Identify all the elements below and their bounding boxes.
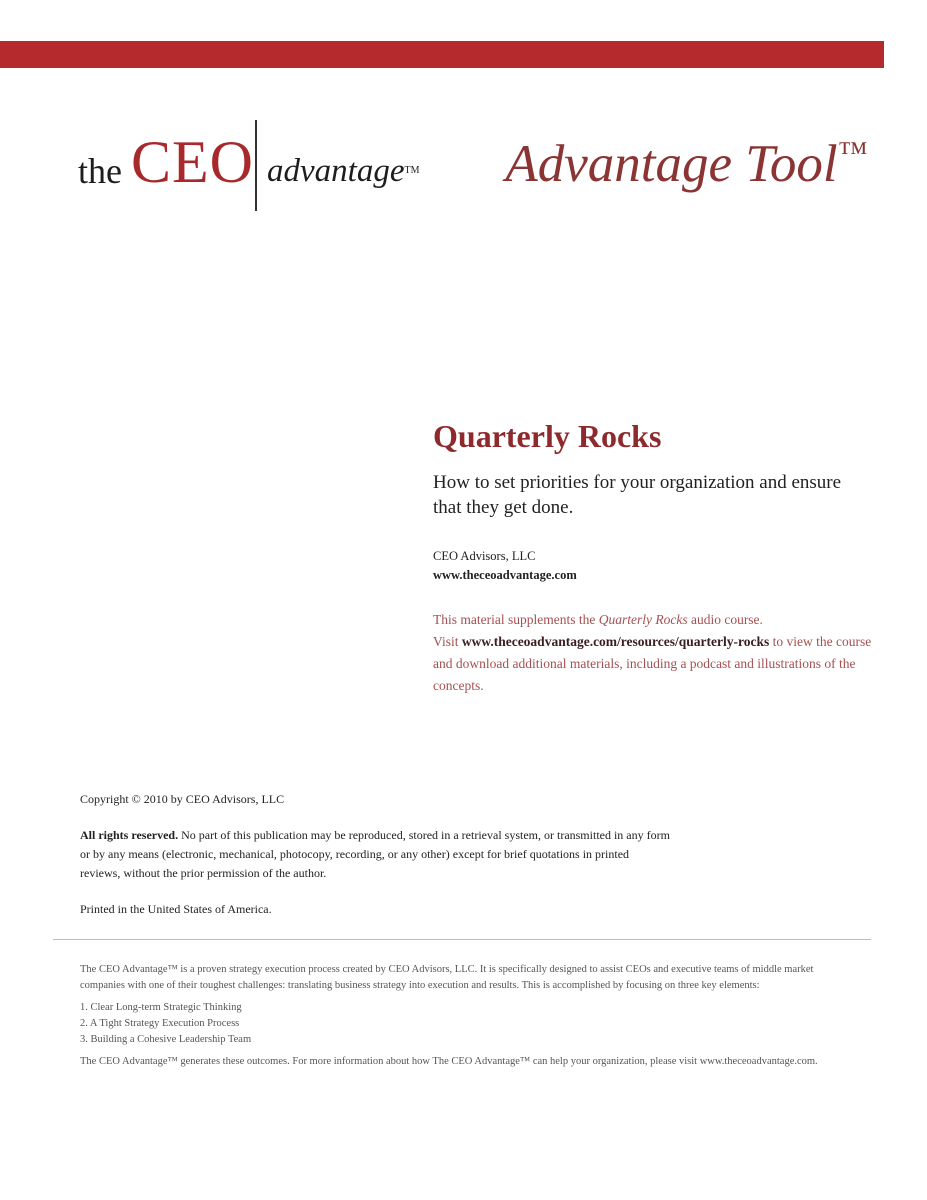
rights-statement: All rights reserved. No part of this publication may be reproduced, stored in a retrieval system, or transmitted in any form or by any means (electronic, mechanical, photocopy, recording, or any other) except for brief quotations in printed reviews, without the prior permission of the author.	[80, 828, 670, 880]
list-item: 1. Clear Long-term Strategic Thinking	[80, 1002, 242, 1013]
logo-tm: TM	[404, 165, 420, 176]
course-name: Quarterly Rocks	[598, 612, 688, 627]
footer-about	[80, 962, 840, 1070]
footer-divider	[53, 939, 871, 940]
logo-ceo: CEO	[131, 129, 254, 195]
header-accent-bar	[0, 41, 884, 68]
supplement-note: This material supplements the Quarterly Rocks audio course. Visit www.theceoadvantage.com/resources/quarterly-rocks to view the course and download additional materials, including a podcast and illustrations of the concepts.	[433, 612, 872, 693]
key-elements-list	[80, 1000, 840, 1048]
footer-closing: The CEO Advantage™ generates these outcomes. For more information about how The CEO Advantage™ can help your organization, please visit www.theceoadvantage.com.	[80, 1056, 818, 1067]
organization-info	[433, 547, 577, 585]
document-title: Quarterly Rocks	[433, 418, 662, 454]
org-url[interactable]: www.theceoadvantage.com	[433, 568, 577, 582]
advantage-tool-title: Advantage Tool™	[505, 135, 867, 193]
document-subtitle: How to set priorities for your organization and ensure that they get done.	[433, 472, 842, 518]
logo-advantage: advantage™	[267, 153, 420, 189]
list-item: 3. Building a Cohesive Leadership Team	[80, 1034, 252, 1045]
list-item: 2. A Tight Strategy Execution Process	[80, 1018, 240, 1029]
org-name: CEO Advisors, LLC	[433, 549, 536, 563]
resource-link[interactable]: www.theceoadvantage.com/resources/quarterly-rocks	[461, 634, 770, 649]
logo-the: the	[78, 151, 122, 191]
footer-intro: The CEO Advantage™ is a proven strategy execution process created by CEO Advisors, LLC. It is specifically designed to assist CEOs and executive teams of middle market companies with one of their toughest challenges: translating business strategy into execution and results. This is accomplished by focusing on three key elements:	[80, 964, 814, 991]
copyright-line: Copyright © 2010 by CEO Advisors, LLC	[80, 792, 285, 806]
printed-in: Printed in the United States of America.	[80, 902, 272, 916]
logo-divider	[255, 120, 257, 211]
